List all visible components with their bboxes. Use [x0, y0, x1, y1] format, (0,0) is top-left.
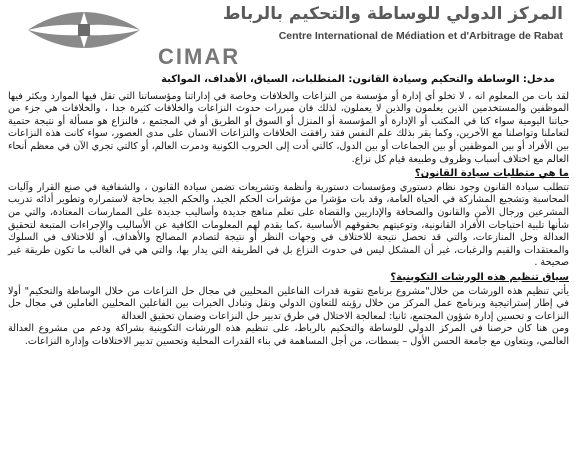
- paragraph-requirements: تتطلب سيادة القانون وجود نظام دستوري ومؤسسات دستورية وأنظمة وتشريعات تضمن سيادة القانون ، والشفافية في صنع القرار وآليات المحاسبة وتشجيع المشاركة في الحياة العامة، وقد بات مؤشرا من مؤشرات الحكم الجيد، والحكم الجيد بحاجة لاستمراره وتطوير أدائه تدريب المشرعين ورجال الأمن والقانون والصحافة والإداريين والقضاة على تعلم مناهج جديدة وأساليب جديدة على الممارسات المعتادة، والتي من شأنها تلبية احتياجات الأفراد القانونية، وتوعيتهم بحقوقهم الأساسية ،كما يقدم لهم المعلومات الكافية عن الأساليب والإجراءات المتبعة لتحقيق العدالة وحل المنازعات، والتي قد تحصل نتيجة للاختلاف في وجهات النظر أو نتيجة لتصادم المصالح والأهداف، أو للاختلاف في السلوك والمعتقدات والقيم والرغبات، غير أن المشكل ليس في حدوث النزاع بل في الطريقة التي يدار بها، والتي هي في الغالب ما تكون طريقة غير صحيحة .: [8, 181, 569, 269]
- subheading-context: سياق تنظيم هذه الورشات التكوينية؟: [390, 271, 569, 283]
- document-heading: مدخل: الوساطة والتحكيم وسيادة القانون: المتطلبات، السياق، الأهداف، المواكبة: [161, 74, 555, 85]
- letterhead: [8, 4, 569, 74]
- document-body: [8, 74, 569, 348]
- center-name-arabic: المركز الدولي للوساطة والتحكيم بالرباط: [222, 4, 563, 24]
- center-acronym: CIMAR: [158, 44, 241, 69]
- paragraph-closing: ومن هنا كان حرصنا في المركز الدولي للوساطة والتحكيم بالرباط، على تنظيم هذه الورشات التكوينية بشراكة ودعم من مشروع العدالة العالمي، وبتعاون مع جامعة الحسن الأول – بسطات، من أجل المساهمة في بناء القدرات المحلية وتحسين تدبير الاختلافات وإدارة النزاعات.: [8, 323, 569, 347]
- paragraph-intro: لقد بات من المعلوم انه ، لا تخلو أي إدارة أو مؤسسة من النزاعات والخلافات وخاصة في إداراتنا ومؤسساتنا التي تقل فيها الموارد ويكثر فيها الموظفين والمستخدمين الذين يعلمون والذين لا يعملون، لذلك فان مبررات حدوث النزاعات والخلافات كثيرة جدا ، والخلافات هي جزء من حياتنا اليومية سواء كنا في المكتب أو الإدارة أو المؤسسة أو المنزل أو السوق أو الطريق أو في المجتمع ، فالنزاع هو مسألة أو نتيجة حتمية لتعاملنا وتواصلنا مع الآخرين، وكما يقر بذلك علم النفس فقد رافقت الخلافات والنزاعات الانسان على مدى العصور، سواء كانت هذه النزاعات بين الأفراد أو بين الموظفين أو بين الجماعات أو بين الدول، كالتي أدت إلى الحروب الكونية ودمرت العالم، أو كالتي تجري الآن في معظم أنحاء العالم مع اختلاف أسباب وظروف وطبيعة قيام كل نزاع.: [8, 90, 569, 165]
- paragraph-context: يأتي تنظيم هذه الورشات من خلال"مشروع برنامج تقوية قدرات الفاعلين المحليين في مجال حل النزاعات من خلال الوساطة والتحكيم" أولا في إطار إستراتيجية وبرنامج عمل المركز من خلال رؤيته للتعاون الدولي ونقل وتبادل الخبرات بين الفاعلين المحليين العاملين في مجال حل النزاعات و تحسين إدارة شؤون المجتمع، ثانيا: لمعالجة الاختلال في طرق تدبير حل النزاعات وضمان تحقيق العدالة: [8, 285, 569, 322]
- stylized-cross-logo-icon: [24, 10, 144, 50]
- subheading-requirements: ما هي متطلبات سيادة القانون؟: [414, 168, 569, 180]
- center-name-french: Centre International de Médiation et d'Arbitrage de Rabat: [278, 30, 563, 42]
